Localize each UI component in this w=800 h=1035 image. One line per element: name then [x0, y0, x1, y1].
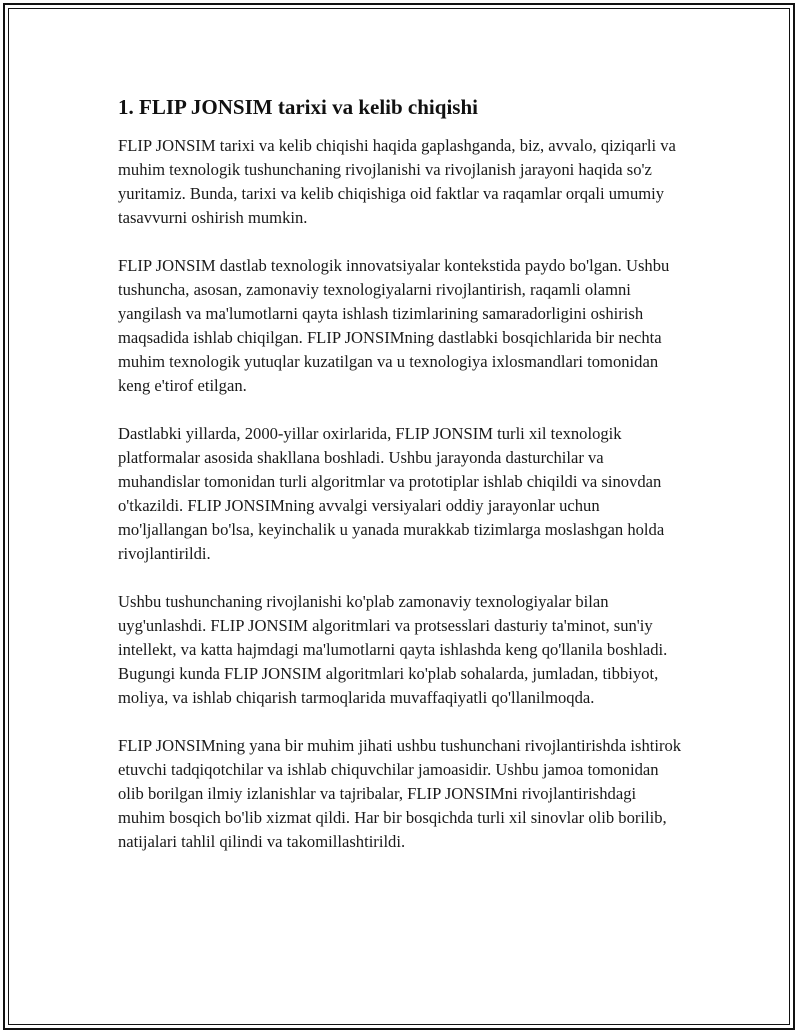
- paragraph-5: FLIP JONSIMning yana bir muhim jihati ushbu tushunchani rivojlantirishda ishtirok etuvchi tadqiqotchilar va ishlab chiquvchilar jamoasidir. Ushbu jamoa tomonidan olib borilgan ilmiy izlanishlar va tajribalar, FLIP JONSIMni rivojlantirishdagi muhim bosqich bo'lib xizmat qildi. Har bir bosqichda turli xil sinovlar olib borilib, natijalari tahlil qilindi va takomillashtirildi.: [118, 736, 682, 851]
- document-body: [118, 94, 686, 878]
- paragraph-3: Dastlabki yillarda, 2000-yillar oxirlarida, FLIP JONSIM turli xil texnologik platformalar asosida shakllana boshladi. Ushbu jarayonda dasturchilar va muhandislar tomonidan turli algoritmlar va prototiplar ishlab chiqildi va sinovdan o'tkazildi. FLIP JONSIMning avvalgi versiyalari oddiy jarayonlar uchun mo'ljallangan bo'lsa, keyinchalik u yanada murakkab tizimlarga moslashgan holda rivojlantirildi.: [118, 424, 665, 563]
- section-heading: 1. FLIP JONSIM tarixi va kelib chiqishi: [118, 95, 478, 119]
- paragraph-4: Ushbu tushunchaning rivojlanishi ko'plab zamonaviy texnologiyalar bilan uyg'unlashdi. FLIP JONSIM algoritmlari va protsesslari dasturiy ta'minot, sun'iy intellekt, va katta hajmdagi ma'lumotlarni qayta ishlashda keng qo'llanila boshladi. Bugungi kunda FLIP JONSIM algoritmlari ko'plab sohalarda, jumladan, tibbiyot, moliya, va ishlab chiqarish tarmoqlarida muvaffaqiyatli qo'llanilmoqda.: [118, 592, 668, 707]
- paragraph-1: FLIP JONSIM tarixi va kelib chiqishi haqida gaplashganda, biz, avvalo, qiziqarli va muhim texnologik tushunchaning rivojlanishi va rivojlanish jarayoni haqida so'z yuritamiz. Bunda, tarixi va kelib chiqishiga oid faktlar va raqamlar orqali umumiy tasavvurni oshirish mumkin.: [118, 136, 676, 227]
- paragraph-2: FLIP JONSIM dastlab texnologik innovatsiyalar kontekstida paydo bo'lgan. Ushbu tushuncha, asosan, zamonaviy texnologiyalarni rivojlantirish, raqamli olamni yangilash va ma'lumotlarni qayta ishlash tizimlarining samaradorligini oshirish maqsadida ishlab chiqilgan. FLIP JONSIMning dastlabki bosqichlarida bir nechta muhim texnologik yutuqlar kuzatilgan va u texnologiya ixlosmandlari tomonidan keng e'tirof etilgan.: [118, 256, 670, 395]
